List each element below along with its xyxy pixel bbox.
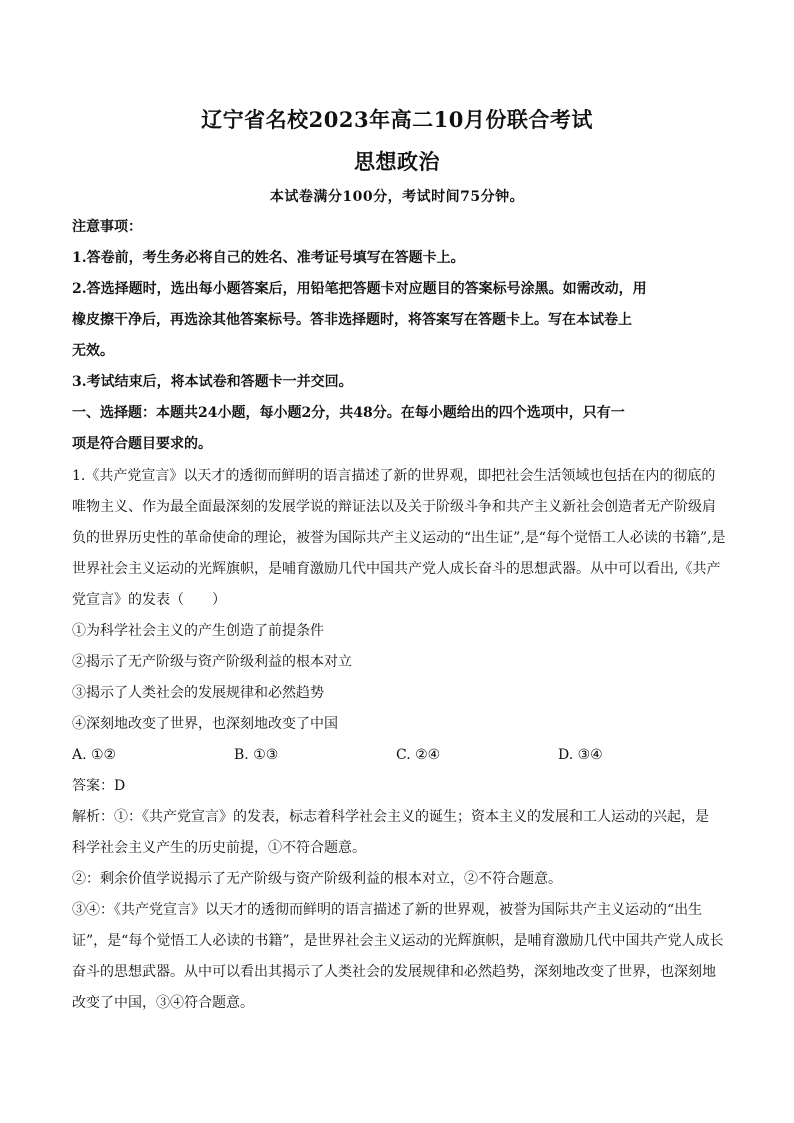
- statement: ①为科学社会主义的产生创造了前提条件: [72, 623, 324, 639]
- question-1: [72, 461, 724, 1019]
- exam-title: 辽宁省名校2023年高二10月份联合考试: [201, 107, 593, 132]
- question-stem-line: 1.《共产党宣言》以天才的透彻而鲜明的语言描述了新的世界观，即把社会生活领域也包括在内的彻底的: [72, 468, 716, 484]
- analysis-line: 证”，是“每个觉悟工人必读的书籍”，是世界社会主义运动的光辉旗帜，是哺育激励几代中国共产党人成长: [72, 933, 724, 949]
- section-heading-line: 一、选择题：本题共24小题，每小题2分，共48分。在每小题给出的四个选项中，只有一: [72, 405, 625, 421]
- choice-c: C. ②④: [396, 747, 441, 763]
- analysis-line: 奋斗的思想武器。从中可以看出其揭示了人类社会的发展规律和必然趋势，深刻地改变了世界，也深刻地: [72, 964, 716, 980]
- statement: ③揭示了人类社会的发展规律和必然趋势: [72, 685, 324, 701]
- notice-line: 1.答卷前，考生务必将自己的姓名、准考证号填写在答题卡上。: [72, 250, 465, 266]
- statement: ④深刻地改变了世界，也深刻地改变了中国: [72, 716, 338, 732]
- subject-title: 思想政治: [354, 149, 440, 174]
- section-heading-line: 项是符合题目要求的。: [72, 436, 212, 452]
- notice-line: 3.考试结束后，将本试卷和答题卡一并交回。: [72, 374, 353, 390]
- choice-a: A. ①②: [72, 747, 117, 763]
- choice-b: B. ①③: [234, 747, 279, 763]
- notice-section: [72, 212, 724, 460]
- choices-row: [72, 740, 724, 771]
- statement: ②揭示了无产阶级与资产阶级利益的根本对立: [72, 654, 352, 670]
- question-stem-line: 负的世界历史性的革命使命的理论，被誉为国际共产主义运动的“出生证”,是“每个觉悟工人必读的书籍”,是: [72, 530, 726, 546]
- analysis-line: 解析：①：《共产党宣言》的发表，标志着科学社会主义的诞生；资本主义的发展和工人运动的兴起，是: [72, 809, 709, 825]
- answer: 答案：D: [72, 778, 126, 794]
- choice-d: D. ③④: [558, 747, 603, 763]
- notice-line: 橡皮擦干净后，再选涂其他答案标号。答非选择题时，将答案写在答题卡上。写在本试卷上: [72, 312, 632, 328]
- analysis-line: 科学社会主义产生的历史前提，①不符合题意。: [72, 840, 366, 856]
- question-stem-line: 世界社会主义运动的光辉旗帜，是哺育激励几代中国共产党人成长奋斗的思想武器。从中可以看出,《共产: [72, 561, 721, 577]
- analysis-line: 改变了中国，③④符合题意。: [72, 995, 254, 1011]
- exam-note: 本试卷满分100分，考试时间75分钟。: [269, 189, 525, 205]
- analysis-line: ②：剩余价值学说揭示了无产阶级与资产阶级利益的根本对立，②不符合题意。: [72, 871, 562, 887]
- notice-heading: 注意事项：: [72, 219, 142, 235]
- notice-line: 2.答选择题时，选出每小题答案后，用铅笔把答题卡对应题目的答案标号涂黑。如需改动，用: [72, 281, 647, 297]
- notice-line: 无效。: [72, 343, 114, 359]
- question-stem-line: 党宣言》的发表（ ）: [72, 592, 226, 608]
- analysis-line: ③④：《共产党宣言》以天才的透彻而鲜明的语言描述了新的世界观，被誉为国际共产主义运动的“出生: [72, 902, 703, 918]
- question-stem-line: 唯物主义、作为最全面最深刻的发展学说的辩证法以及关于阶级斗争和共产主义新社会创造者无产阶级肩: [72, 499, 716, 515]
